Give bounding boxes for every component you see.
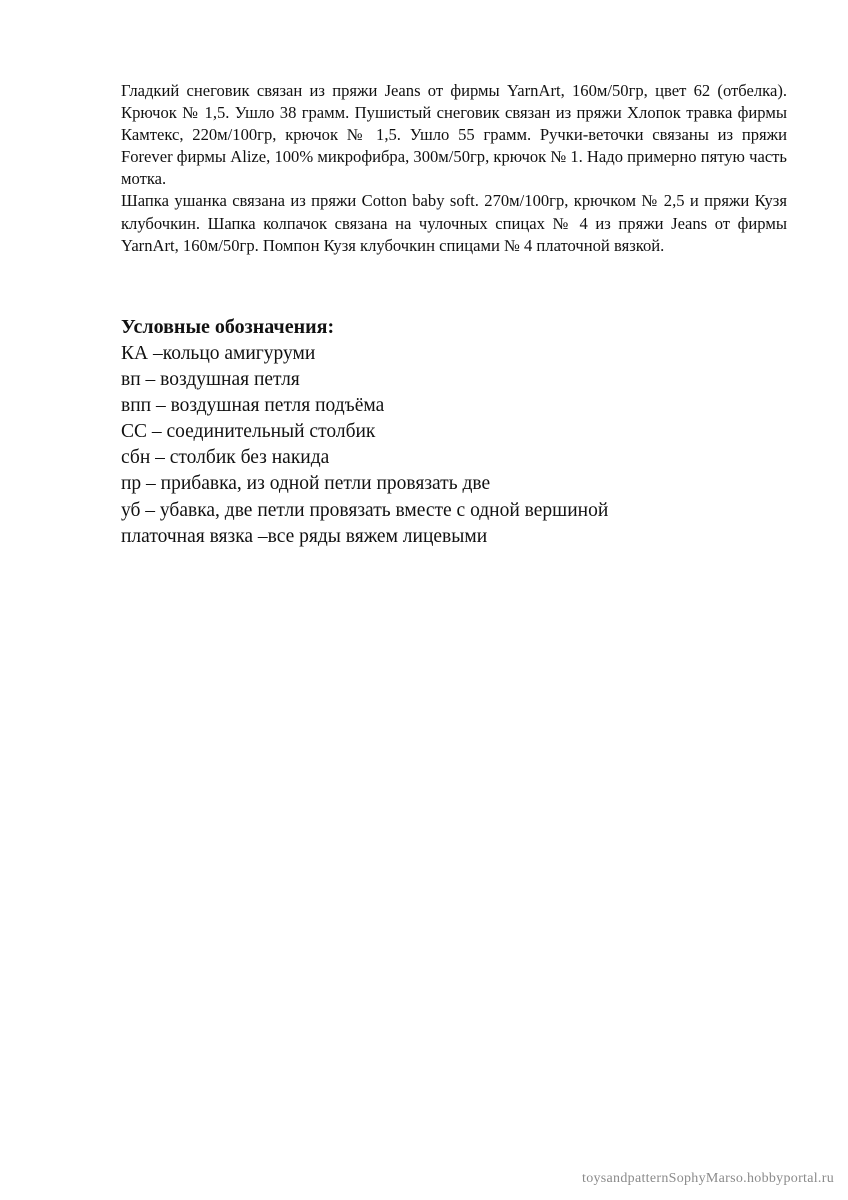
legend-item-ub: уб – убавка, две петли провязать вместе с одной вершиной: [121, 499, 609, 521]
materials-description: [121, 80, 787, 257]
legend-item-pr: пр – прибавка, из одной петли провязать две: [121, 473, 491, 495]
legend-list: [121, 341, 608, 550]
legend-item-sbn: сбн – столбик без накида: [121, 447, 330, 469]
materials-paragraph-hats: Шапка ушанка связана из пряжи Cotton baby soft. 270м/100гр, крючком № 2,5 и пряжи Кузя клубочкин. Шапка колпачок связана на чулочных спицах № 4 из пряжи Jeans от фирмы YarnArt, 160м/50гр. Помпон Кузя клубочкин спицами № 4 платочной вязкой.: [121, 191, 787, 255]
legend-item-ss: СС – соединительный столбик: [121, 421, 376, 443]
watermark: toysandpatternSophyMarso.hobbyportal.ru: [582, 1171, 834, 1186]
legend-item-vp: вп – воздушная петля: [121, 369, 300, 391]
materials-paragraph-snowmen: Гладкий снеговик связан из пряжи Jeans от фирмы YarnArt, 160м/50гр, цвет 62 (отбелка). Крючок № 1,5. Ушло 38 грамм. Пушистый снеговик связан из пряжи Хлопок травка фирмы Камтекс, 220м/100гр, крючок № 1,5. Ушло 55 грамм. Ручки-веточки связаны из пряжи Forever фирмы Alize, 100% микрофибра, 300м/50гр, крючок № 1. Надо примерно пятую часть мотка.: [121, 81, 788, 189]
legend-item-vpp: впп – воздушная петля подъёма: [121, 395, 385, 417]
legend-item-ka: КА –кольцо амигуруми: [121, 343, 316, 364]
legend-item-platochnaya: платочная вязка –все ряды вяжем лицевыми: [121, 525, 488, 547]
legend-title: Условные обозначения:: [121, 316, 335, 338]
